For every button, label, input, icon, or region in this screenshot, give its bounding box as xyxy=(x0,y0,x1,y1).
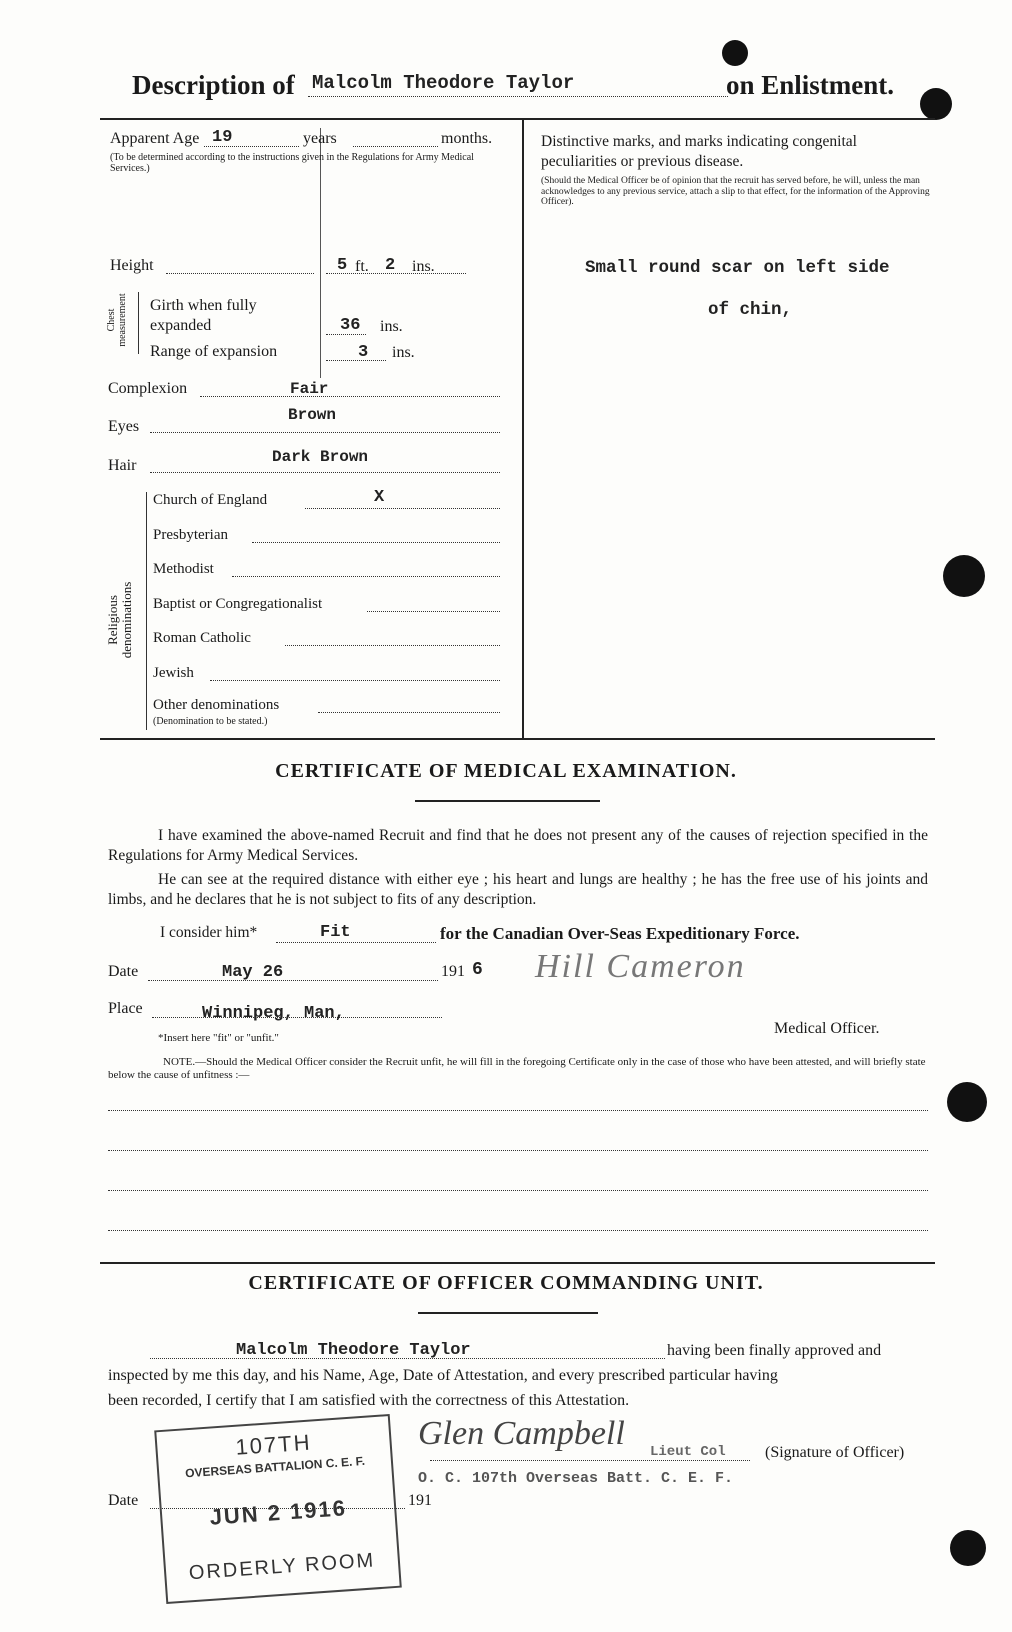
years-label: years xyxy=(303,130,337,147)
chest-brace xyxy=(138,292,139,354)
punch-hole xyxy=(920,88,952,120)
complexion-value: Fair xyxy=(290,380,329,398)
age-value: 19 xyxy=(212,128,233,147)
insert-note: *Insert here "fit" or "unfit." xyxy=(158,1032,279,1044)
medical-officer-signature: Hill Cameron xyxy=(535,948,746,985)
ft-label: ft. xyxy=(355,258,369,275)
range-dots xyxy=(326,360,386,361)
unfit-note: NOTE.—Should the Medical Officer consider the Recruit unfit, he will fill in the foregoing Certificate only in the case of those who have been attested, and will briefly state below the cause of unfitness :— xyxy=(108,1056,926,1081)
girth-value: 36 xyxy=(340,316,361,335)
other-denomination-note: (Denomination to be stated.) xyxy=(153,716,268,727)
height-in-value: 2 xyxy=(385,256,396,275)
fit-value: Fit xyxy=(320,923,351,942)
eyes-value: Brown xyxy=(288,406,337,424)
range-ins-label: ins. xyxy=(392,344,415,361)
girth-label: Girth when fully expanded xyxy=(150,297,257,334)
medical-date-dots xyxy=(148,980,438,981)
commanding-officer-signature: Glen Campbell xyxy=(418,1415,625,1452)
medical-paragraph-1: I have examined the above-named Recruit and find that he does not present any of the causes of rejection specified in the Regulations for Army Medical Services. xyxy=(108,827,928,864)
age-label: Apparent Age xyxy=(110,130,200,147)
place-label: Place xyxy=(108,1000,143,1017)
marks-line-1: Small round scar on left side xyxy=(585,258,890,278)
complexion-label: Complexion xyxy=(108,380,188,397)
medical-officer-label: Medical Officer. xyxy=(774,1020,880,1037)
medical-heading-rule xyxy=(415,800,600,802)
religion-other: Other denominations xyxy=(153,697,280,713)
months-dots xyxy=(353,146,438,147)
medical-year-prefix: 191 xyxy=(441,963,465,980)
stamp-line-2: OVERSEAS BATTALION C. E. F. xyxy=(184,1453,366,1481)
marks-heading: Distinctive marks, and marks indicating congenital peculiarities or previous disease. xyxy=(541,133,857,170)
commanding-text-3: been recorded, I certify that I am satisfied with the correctness of this Attestation. xyxy=(108,1392,630,1409)
religion-methodist: Methodist xyxy=(153,561,214,577)
commanding-date-label: Date xyxy=(108,1492,139,1509)
signature-label: (Signature of Officer) xyxy=(765,1444,905,1461)
chest-measurement-label: Chest measurement xyxy=(106,293,128,347)
girth-ins-label: ins. xyxy=(380,318,403,335)
commanding-heading-rule xyxy=(418,1312,598,1314)
commanding-year-prefix: 191 xyxy=(408,1492,432,1509)
consider-label: I consider him* xyxy=(160,924,258,941)
unfit-line xyxy=(108,1230,928,1231)
religion-church-of-england: Church of England xyxy=(153,492,268,508)
commanding-name-dots xyxy=(150,1358,665,1359)
commanding-text-1: having been finally approved and xyxy=(667,1342,882,1359)
religion-dots xyxy=(232,576,500,577)
height-ins-label: ins. xyxy=(412,258,435,275)
box-divider xyxy=(522,118,524,738)
box-top-rule xyxy=(100,118,935,120)
punch-hole xyxy=(943,555,985,597)
religion-brace xyxy=(146,492,147,730)
religion-dots xyxy=(285,645,500,646)
medical-date-value: May 26 xyxy=(222,963,284,982)
height-label: Height xyxy=(110,257,154,274)
unfit-line xyxy=(108,1110,928,1111)
months-label: months. xyxy=(441,130,493,147)
religion-dots xyxy=(252,542,500,543)
form-title xyxy=(132,70,295,101)
battalion-stamp xyxy=(154,1414,402,1604)
unfit-line xyxy=(108,1190,928,1191)
range-value: 3 xyxy=(358,343,369,362)
punch-hole xyxy=(947,1082,987,1122)
eyes-dots xyxy=(150,432,500,433)
height-ft-value: 5 xyxy=(337,256,348,275)
stamp-line-3: JUN 2 1916 xyxy=(208,1495,348,1530)
religion-presbyterian: Presbyterian xyxy=(153,527,228,543)
age-note: (To be determined according to the instructions given in the Regulations for Army Medical Services.) xyxy=(110,152,474,174)
signature-dots xyxy=(430,1460,750,1461)
commanding-recruit-name: Malcolm Theodore Taylor xyxy=(236,1341,471,1360)
stamp-line-1: 107TH xyxy=(234,1429,313,1460)
fit-dots xyxy=(276,942,436,943)
section-rule xyxy=(100,1262,935,1264)
rank-value: Lieut Col xyxy=(650,1444,726,1460)
unfit-line xyxy=(108,1150,928,1151)
marks-line-2: of chin, xyxy=(708,300,793,320)
commanding-text-2: inspected by me this day, and his Name, Age, Date of Attestation, and every prescribed particular having xyxy=(108,1367,778,1384)
punch-hole xyxy=(950,1530,986,1566)
stamp-line-4: ORDERLY ROOM xyxy=(188,1549,376,1585)
range-label: Range of expansion xyxy=(150,343,278,360)
religion-dots xyxy=(305,508,500,509)
medical-heading: CERTIFICATE OF MEDICAL EXAMINATION. xyxy=(275,760,737,782)
hair-label: Hair xyxy=(108,457,137,474)
marks-note: (Should the Medical Officer be of opinion that the recruit has served before, he will, unless the man acknowledges to any previous service, attach a slip to that effect, for the information of the Approving Officer). xyxy=(541,176,930,207)
hair-value: Dark Brown xyxy=(272,448,369,466)
commanding-heading: CERTIFICATE OF OFFICER COMMANDING UNIT. xyxy=(248,1272,764,1294)
religion-baptist: Baptist or Congregationalist xyxy=(153,596,323,612)
religion-dots xyxy=(367,611,500,612)
religion-dots xyxy=(210,680,500,681)
place-value: Winnipeg, Man, xyxy=(202,1004,345,1023)
medical-date-label: Date xyxy=(108,963,139,980)
medical-paragraph-2: He can see at the required distance with either eye ; his heart and lungs are healthy ; he has the free use of his joints and limbs, and he declares that he is not subject to fits of any description. xyxy=(108,871,928,908)
recruit-name: Malcolm Theodore Taylor xyxy=(312,72,575,94)
religion-roman-catholic: Roman Catholic xyxy=(153,630,251,646)
title-prefix: Description of xyxy=(132,70,295,100)
punch-hole xyxy=(722,40,748,66)
religious-denominations-label: Religious denominations xyxy=(105,581,134,659)
force-label: for the Canadian Over-Seas Expeditionary Force. xyxy=(440,924,800,943)
unit-value: O. C. 107th Overseas Batt. C. E. F. xyxy=(418,1470,734,1487)
title-suffix: on Enlistment. xyxy=(726,70,895,100)
medical-year-suffix: 6 xyxy=(472,960,483,980)
religion-mark: X xyxy=(374,488,385,507)
height-dots xyxy=(166,273,314,274)
complexion-dots xyxy=(200,396,500,397)
box-bottom-rule xyxy=(100,738,935,740)
name-dotted-line xyxy=(308,96,728,97)
religion-dots xyxy=(318,712,500,713)
hair-dots xyxy=(150,472,500,473)
religion-jewish: Jewish xyxy=(153,665,194,681)
eyes-label: Eyes xyxy=(108,418,140,435)
